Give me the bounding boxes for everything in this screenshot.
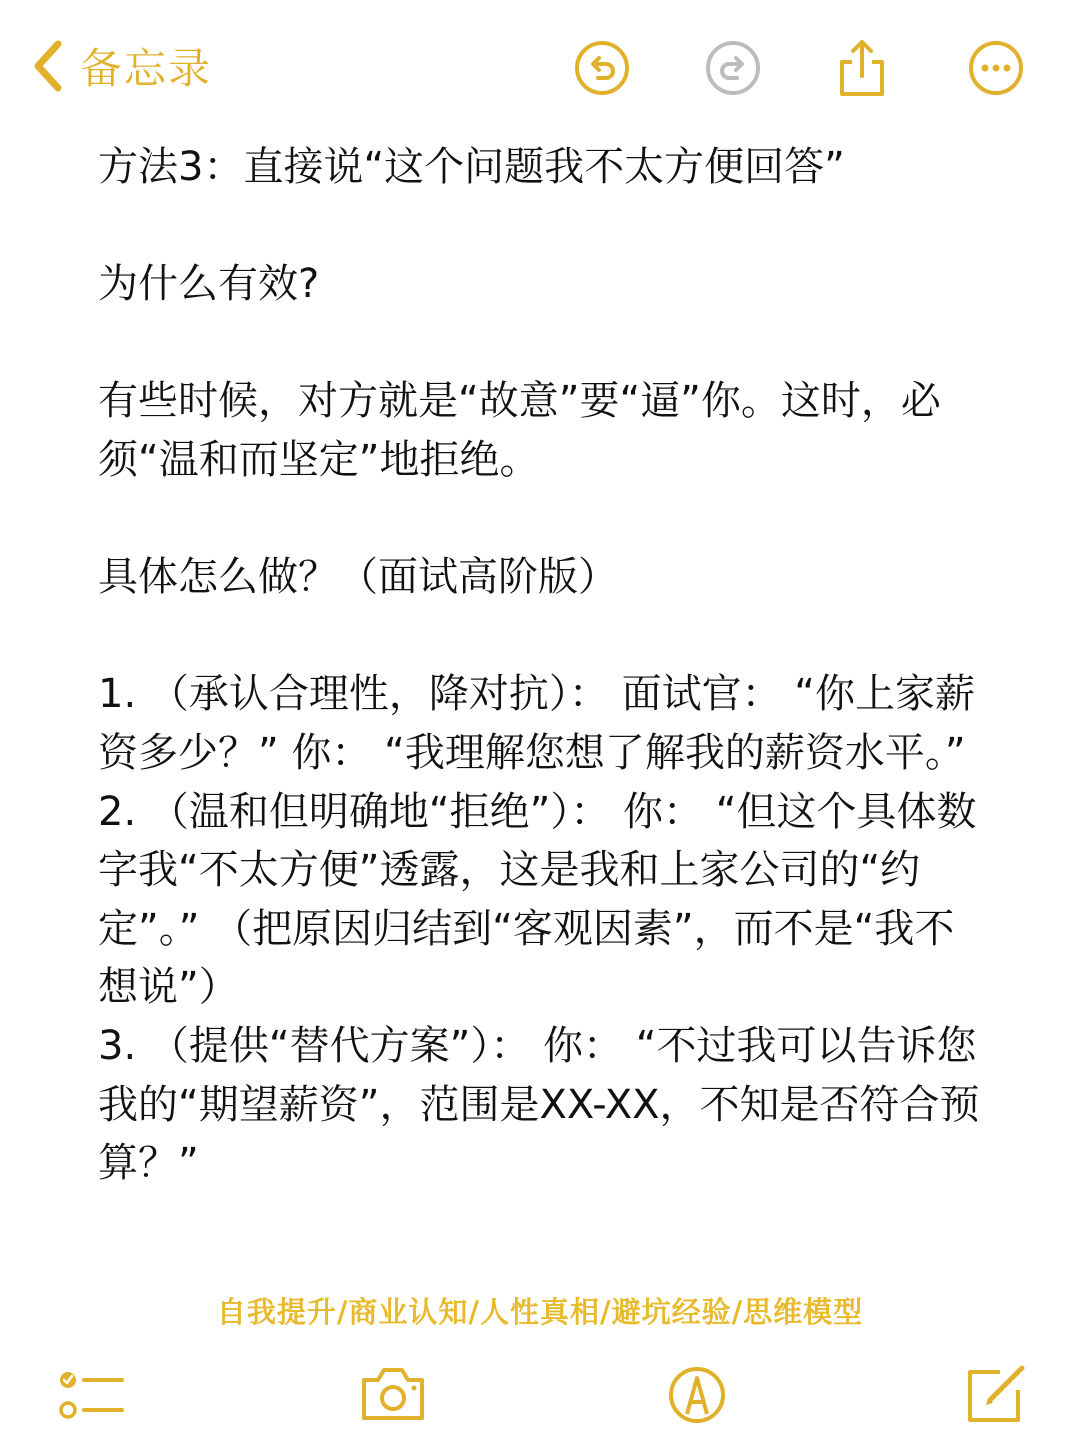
redo-button[interactable] xyxy=(703,38,763,98)
checklist-icon xyxy=(56,1358,126,1428)
blank-line xyxy=(98,314,988,373)
compose-icon xyxy=(962,1358,1032,1428)
note-body[interactable] xyxy=(98,138,988,1193)
blank-line xyxy=(98,490,988,549)
note-step-2: 2. （温和但明确地“拒绝”）： 你： “但这个具体数字我“不太方便”透露，这是我和上家公司的“约定”。” （把原因归结到“客观因素”，而不是“我不想说”） xyxy=(98,788,977,1011)
markup-icon xyxy=(662,1358,732,1428)
tagline: 自我提升/商业认知/人性真相/避坑经验/思维模型 xyxy=(216,1295,864,1329)
camera-icon xyxy=(358,1358,428,1428)
chevron-left-icon xyxy=(28,36,68,96)
note-step-1: 1. （承认合理性，降对抗）： 面试官： “你上家薪资多少？” 你： “我理解您想了解我的薪资水平。” xyxy=(98,671,976,776)
undo-button[interactable] xyxy=(572,38,632,98)
camera-button[interactable] xyxy=(358,1358,428,1428)
blank-line xyxy=(98,197,988,256)
markup-button[interactable] xyxy=(662,1358,732,1428)
back-label: 备忘录 xyxy=(80,44,213,93)
note-line-subheading: 具体怎么做？（面试高阶版） xyxy=(98,554,618,601)
note-line-explanation: 有些时候，对方就是“故意”要“逼”你。这时，必须“温和而坚定”地拒绝。 xyxy=(98,378,941,483)
undo-icon xyxy=(572,38,632,98)
note-line-heading: 方法3：直接说“这个问题我不太方便回答” xyxy=(98,144,845,190)
share-button[interactable] xyxy=(832,38,892,98)
bottom-toolbar xyxy=(0,1350,1080,1443)
checklist-button[interactable] xyxy=(56,1358,126,1428)
top-toolbar xyxy=(0,0,1080,130)
more-button[interactable] xyxy=(966,38,1026,98)
back-button[interactable] xyxy=(28,34,212,98)
redo-icon xyxy=(703,38,763,98)
compose-button[interactable] xyxy=(962,1358,1032,1428)
more-icon xyxy=(966,38,1026,98)
note-step-3: 3. （提供“替代方案”）： 你： “不过我可以告诉您我的“期望薪资”，范围是XX-XX，不知是否符合预算？” xyxy=(98,1022,980,1187)
note-line-question: 为什么有效? xyxy=(98,261,320,308)
blank-line xyxy=(98,607,988,666)
share-icon xyxy=(832,38,892,98)
